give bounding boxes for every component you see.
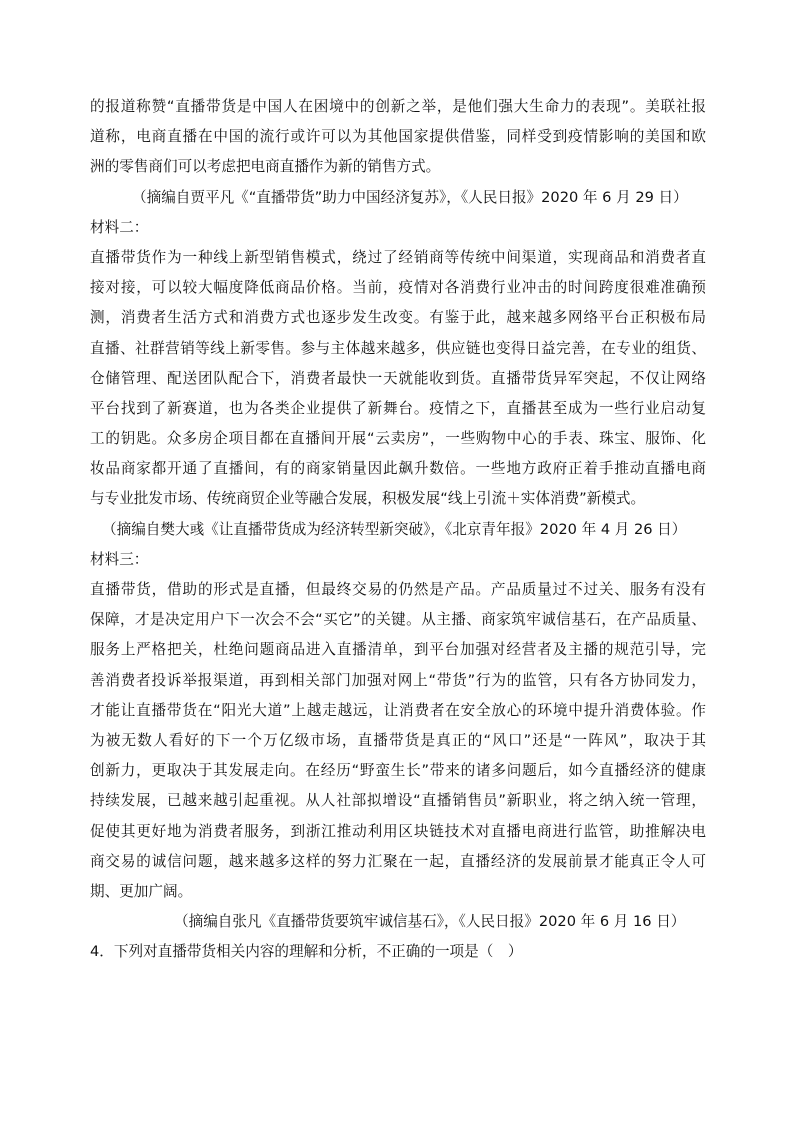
paragraph-line: 善消费者投诉举报渠道，再到相关部门加强对网上“带货”行为的监管，只有各方协同发力，	[90, 671, 706, 689]
paragraph-line: 道称，电商直播在中国的流行或许可以为其他国家提供借鉴，同样受到疫情影响的美国和欧	[90, 128, 706, 146]
paragraph-line: 直播带货作为一种线上新型销售模式，绕过了经销商等传统中间渠道，实现商品和消费者直	[90, 248, 706, 266]
material-two	[90, 213, 706, 545]
document-page	[90, 92, 706, 967]
question-prompt: 4．下列对直播带货相关内容的理解和分析，不正确的一项是（ ）	[90, 943, 523, 961]
paragraph-line: 服务上严格把关，杜绝问题商品进入直播清单，到平台加强对经营者及主播的规范引导，完	[90, 641, 706, 659]
paragraph-line: 持续发展，已越来越引起重视。从人社部拟增设“直播销售员”新职业，将之纳入统一管理，	[90, 792, 706, 810]
paragraph-line: 与专业批发市场、传统商贸企业等融合发展，积极发展“线上引流＋实体消费”新模式。	[90, 490, 646, 508]
material-one-tail	[90, 92, 706, 213]
source-citation: （摘编自贾平凡《“直播带货”助力中国经济复苏》，《人民日报》2020 年 6 月 29 日）	[132, 188, 688, 206]
source-citation: （摘编自樊大彧《让直播带货成为经济转型新突破》，《北京青年报》2020 年 4 月 26 日）	[102, 520, 687, 538]
paragraph-line: 平台找到了新赛道，也为各类企业提供了新舞台。疫情之下，直播甚至成为一些行业启动复	[90, 399, 706, 417]
paragraph-line: 接对接，可以较大幅度降低商品价格。当前，疫情对各消费行业冲击的时间跨度很难准确预	[90, 279, 706, 297]
source-citation: （摘编自张凡《直播带货要筑牢诚信基石》，《人民日报》2020 年 6 月 16 日）	[174, 913, 686, 931]
paragraph-line: 的报道称赞“直播带货是中国人在困境中的创新之举，是他们强大生命力的表现”。美联社报	[90, 98, 706, 115]
paragraph-line: 期、更加广阔。	[90, 882, 193, 900]
material-label: 材料二：	[90, 218, 149, 236]
paragraph-line: 创新力，更取决于其发展走向。在经历“野蛮生长”带来的诸多问题后，如今直播经济的健康	[90, 762, 706, 780]
material-three	[90, 545, 706, 937]
paragraph-line: 保障，才是决定用户下一次会不会“买它”的关键。从主播、商家筑牢诚信基石，在产品质量、	[90, 611, 706, 629]
paragraph-line: 工的钥匙。众多房企项目都在直播间开展“云卖房”，一些购物中心的手表、珠宝、服饰、化	[90, 430, 706, 448]
paragraph-line: 直播、社群营销等线上新零售。参与主体越来越多，供应链也变得日益完善，在专业的组货、	[90, 339, 706, 357]
material-label: 材料三：	[90, 550, 149, 568]
paragraph-line: 为被无数人看好的下一个万亿级市场，直播带货是真正的“风口”还是“一阵风”，取决于其	[90, 731, 706, 749]
paragraph-line: 洲的零售商们可以考虑把电商直播作为新的销售方式。	[90, 158, 441, 176]
paragraph-line: 测，消费者生活方式和消费方式也逐步发生改变。有鉴于此，越来越多网络平台正积极布局	[90, 309, 706, 327]
paragraph-line: 商交易的诚信问题，越来越多这样的努力汇聚在一起，直播经济的发展前景才能真正令人可	[90, 852, 706, 870]
paragraph-line: 直播带货，借助的形式是直播，但最终交易的仍然是产品。产品质量过不过关、服务有没有	[90, 581, 706, 598]
paragraph-line: 促使其更好地为消费者服务，到浙江推动利用区块链技术对直播电商进行监管，助推解决电	[90, 822, 706, 840]
paragraph-line: 仓储管理、配送团队配合下，消费者最快一天就能收到货。直播带货异军突起，不仅让网络	[90, 369, 706, 387]
paragraph-line: 才能让直播带货在“阳光大道”上越走越远，让消费者在安全放心的环境中提升消费体验。作	[90, 701, 706, 719]
paragraph-line: 妆品商家都开通了直播间，有的商家销量因此飙升数倍。一些地方政府正着手推动直播电商	[90, 460, 706, 478]
